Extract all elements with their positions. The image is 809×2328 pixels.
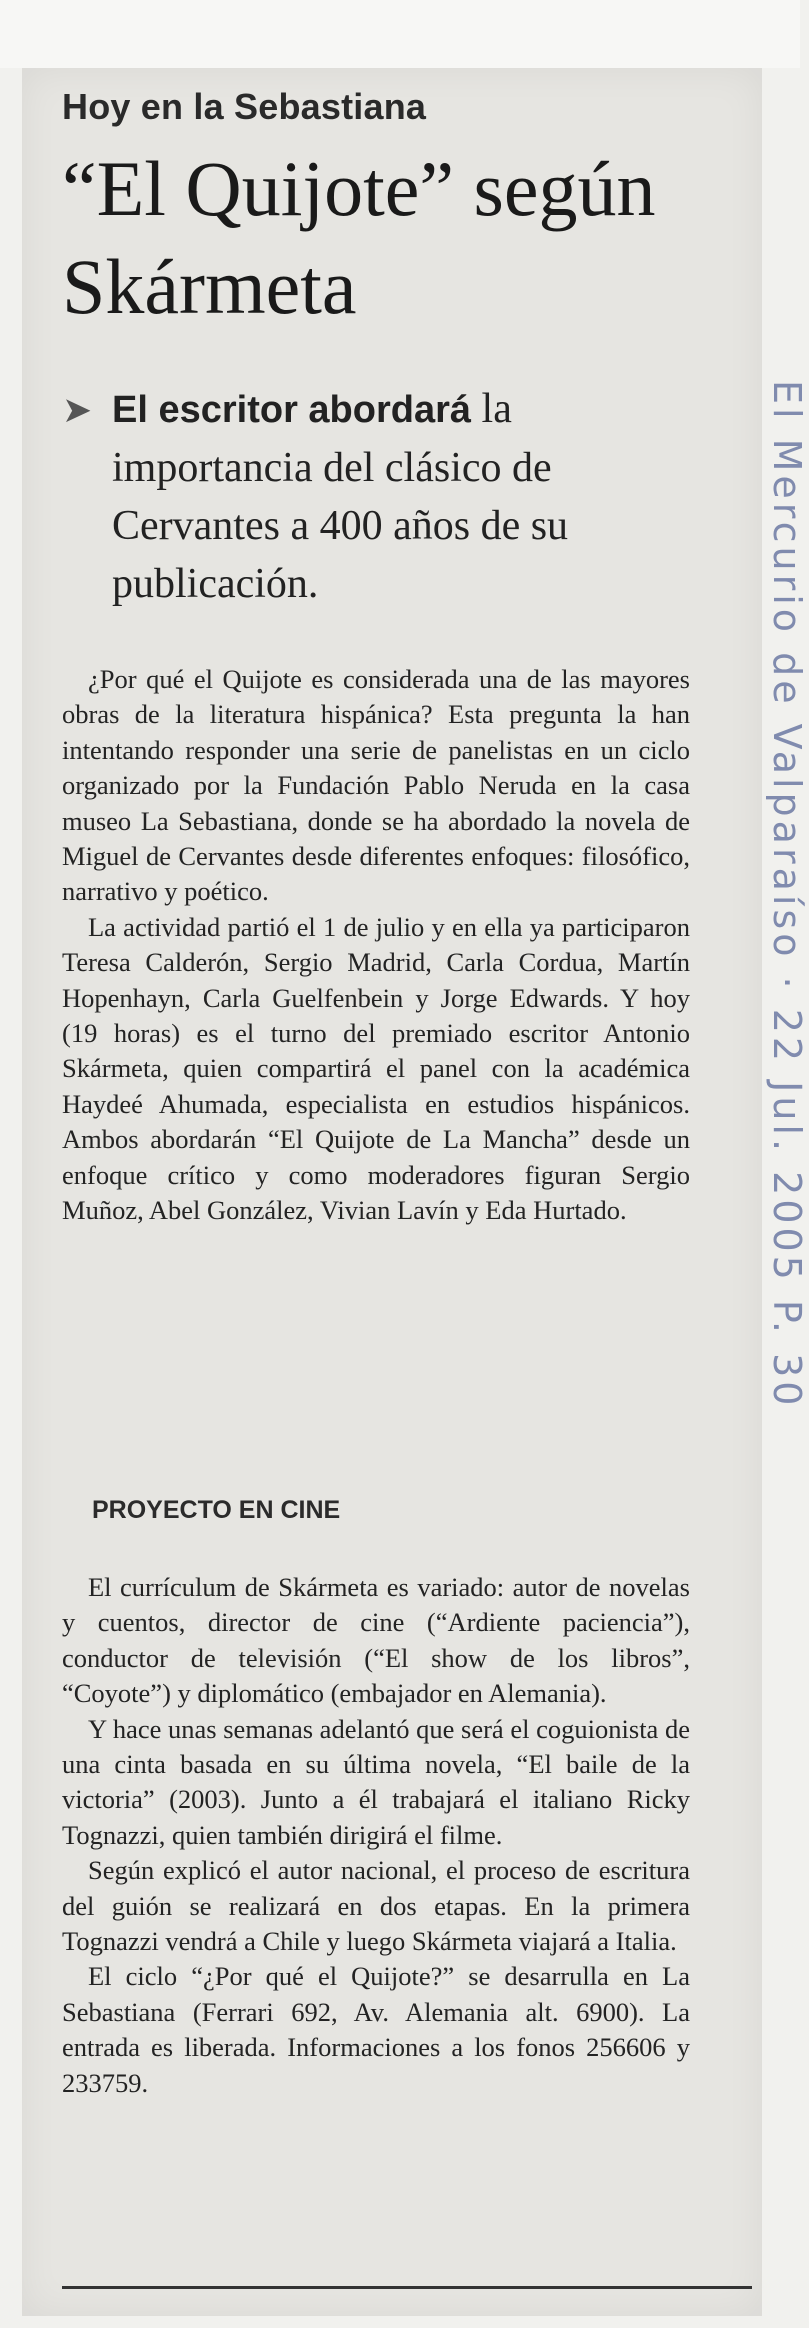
headline: “El Quijote” según Skármeta bbox=[62, 145, 656, 330]
subhead-bold: El escritor abordará bbox=[112, 389, 472, 431]
body-text-1 bbox=[62, 662, 690, 1229]
paragraph: El ciclo “¿Por qué el Quijote?” se desarrulla en La Sebastiana (Ferrari 692, Av. Alemania alt. 6900). La entrada es liberada. Informaciones a los fonos 256606 y 233759. bbox=[62, 1961, 690, 2098]
section-title: PROYECTO EN CINE bbox=[92, 1496, 341, 1524]
subhead bbox=[112, 380, 672, 613]
paragraph: El currículum de Skármeta es variado: autor de novelas y cuentos, director de cine (“Ardiente paciencia”), conductor de televisión (“El show de los libros”, “Coyote”) y diplomático (embajador en Alemania). bbox=[62, 1572, 690, 1709]
paragraph: ¿Por qué el Quijote es considerada una de las mayores obras de la literatura hispánica? Esta pregunta la han intentando responder una serie de panelistas en un ciclo organizado por la Fundación Pablo Neruda en la casa museo La Sebastiana, donde se ha abordado la novela de Miguel de Cervantes desde diferentes enfoques: filosófico, narrativo y poético. bbox=[62, 664, 690, 907]
subhead-rest: la importancia del clásico de Cervantes a 400 años de su publicación. bbox=[112, 386, 569, 607]
paragraph: Según explicó el autor nacional, el proceso de escritura del guión se realizará en dos etapas. En la primera Tognazzi vendrá a Chile y luego Skármeta viajará a Italia. bbox=[62, 1855, 690, 1957]
kicker: Hoy en la Sebastiana bbox=[62, 86, 427, 127]
paragraph: Y hace unas semanas adelantó que será el coguionista de una cinta basada en su última novela, “El baile de la victoria” (2003). Junto a él trabajará el italiano Ricky Tognazzi, quien también dirigirá el filme. bbox=[62, 1713, 690, 1850]
handwritten-note: El Mercurio de Valparaíso · 22 Jul. 2005 P. 30 bbox=[765, 380, 809, 1410]
paragraph: La actividad partió el 1 de julio y en ella ya participaron Teresa Calderón, Sergio Madrid, Carla Cordua, Martín Hopenhayn, Carla Guelfenbein y Jorge Edwards. Y hoy (19 horas) es el turno del premiado escritor Antonio Skármeta, quien compartirá el panel con la académica Haydeé Ahumada, especialista en estudios hispánicos. Ambos abordarán “El Quijote de La Mancha” desde un enfoque crítico y como moderadores figuran Sergio Muñoz, Abel González, Vivian Lavín y Eda Hurtado. bbox=[62, 911, 690, 1226]
bottom-rule bbox=[62, 2286, 752, 2289]
body-text-2 bbox=[62, 1570, 690, 2101]
top-margin bbox=[0, 0, 800, 68]
arrow-bullet-icon: ➤ bbox=[62, 390, 93, 431]
